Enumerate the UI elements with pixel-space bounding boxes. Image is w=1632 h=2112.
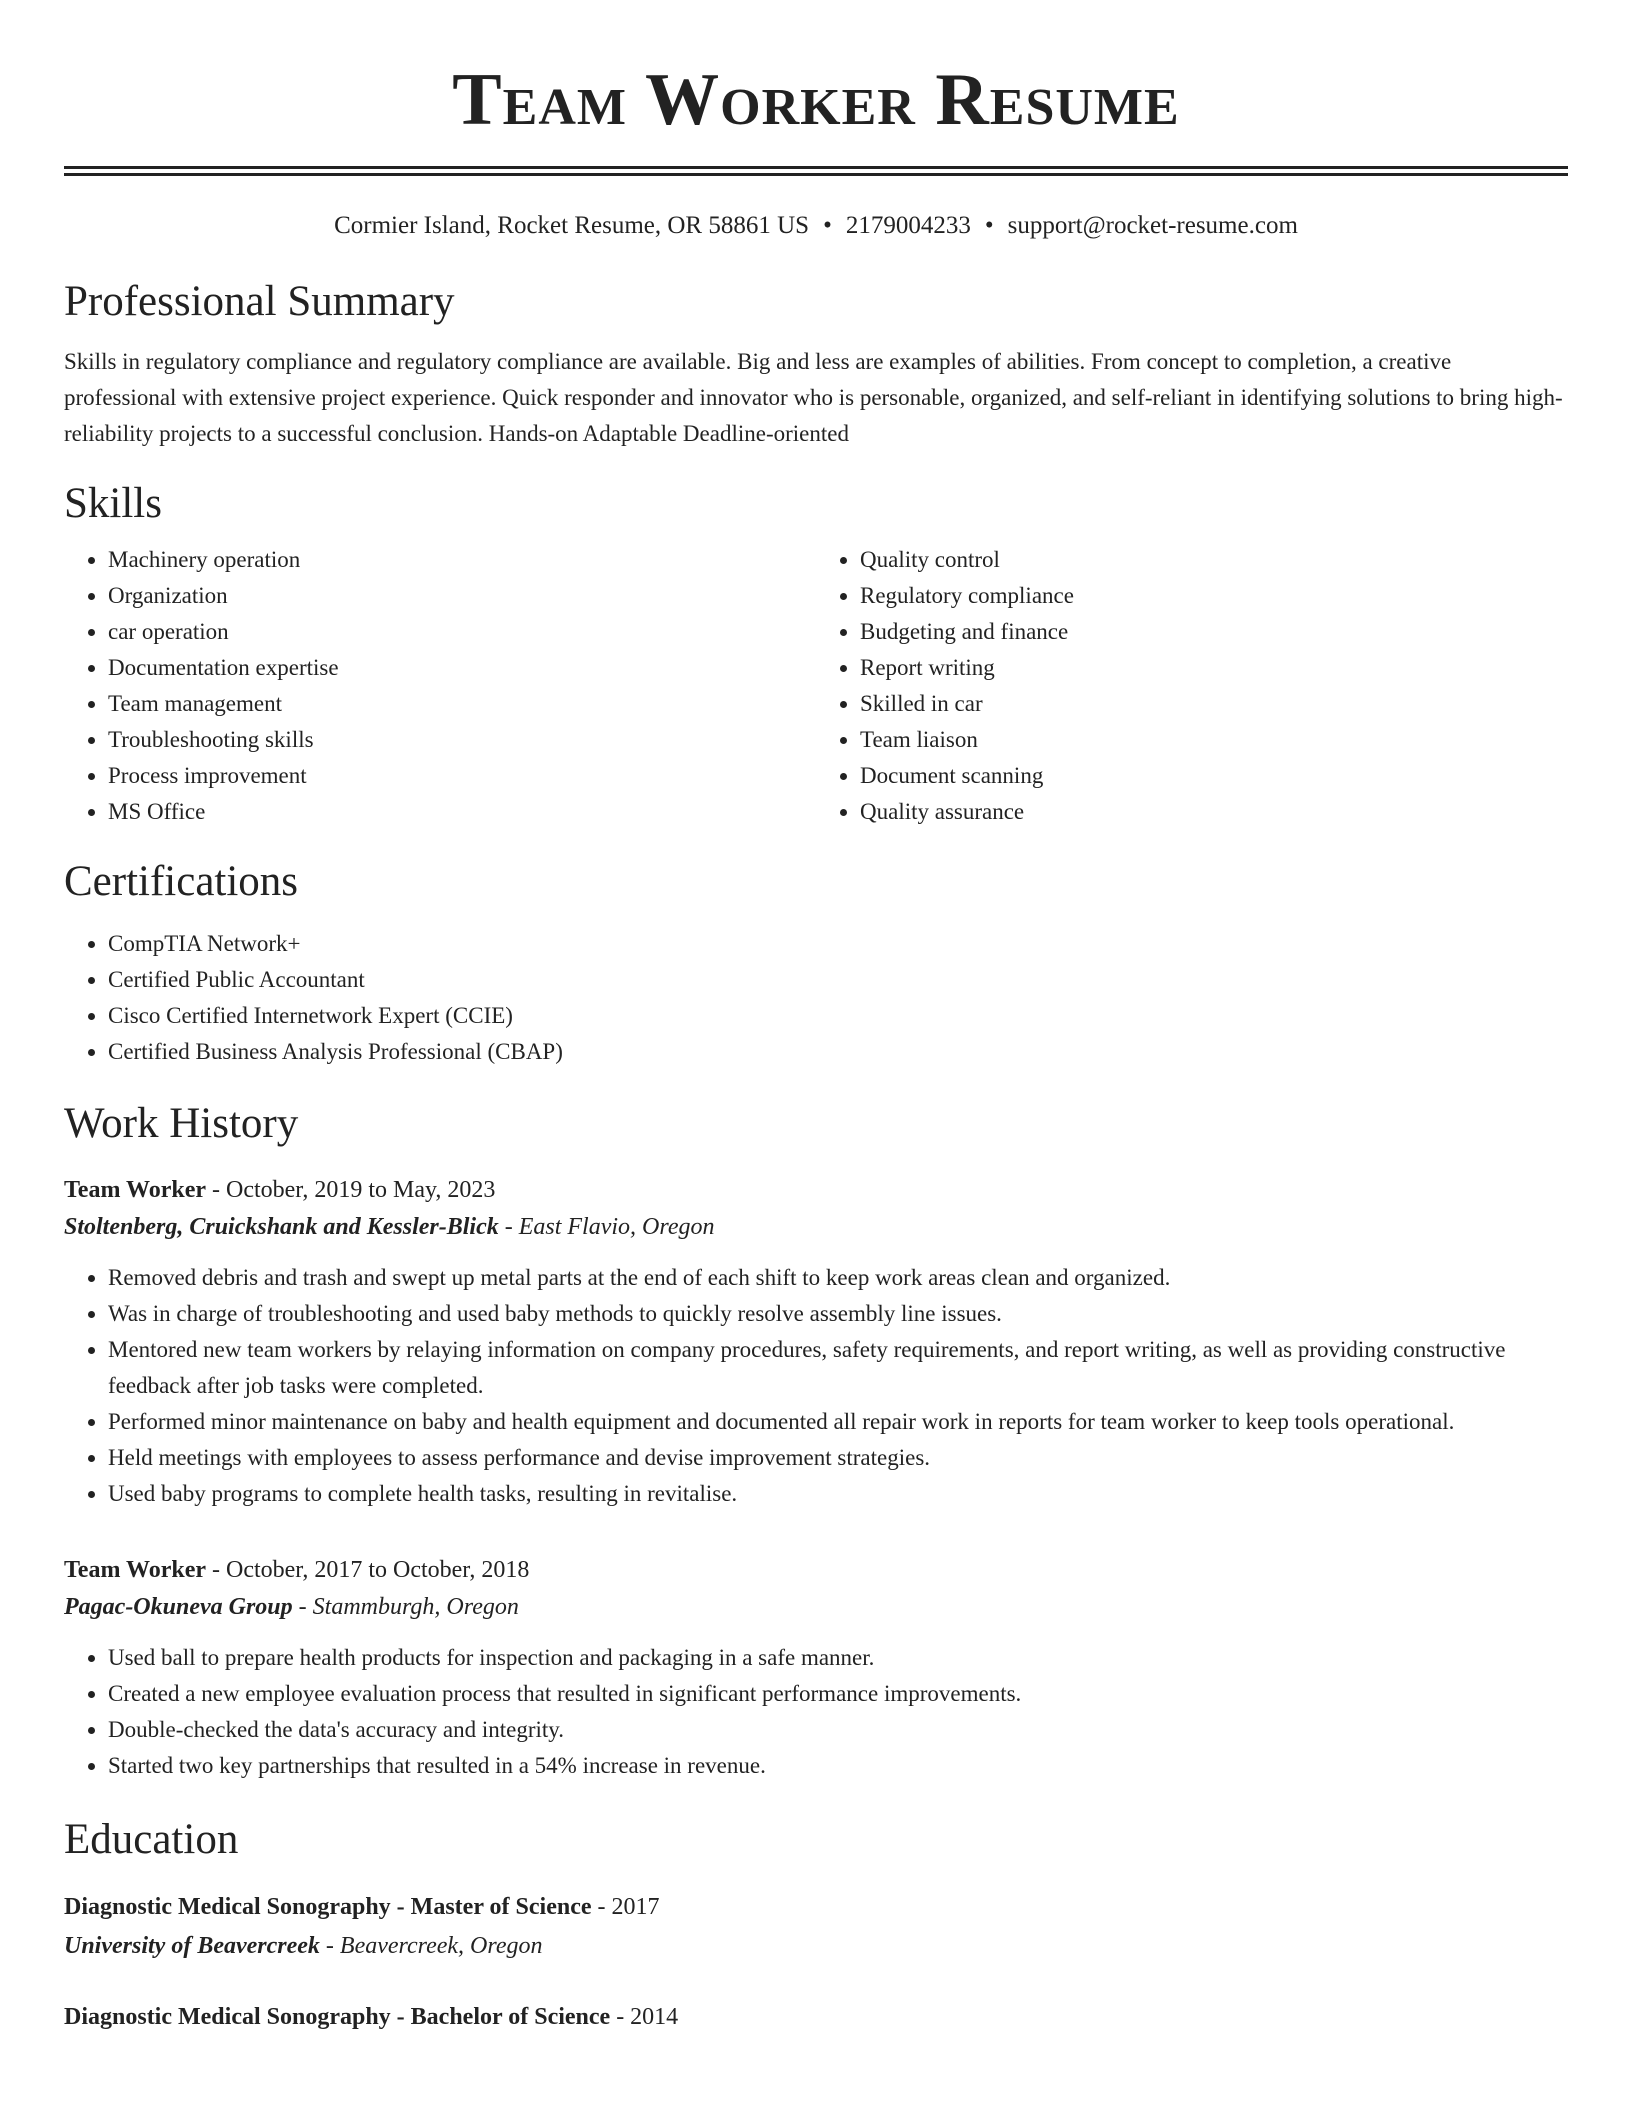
skill-item: • Skilled in car [860, 686, 1568, 722]
skills-columns [64, 542, 1568, 830]
education-heading: Education [64, 1816, 239, 1863]
job-title: Team Worker [64, 1557, 206, 1583]
education-degree: Diagnostic Medical Sonography - Bachelor of Science [64, 2004, 611, 2030]
education-school: University of Beavercreek [64, 1933, 320, 1959]
skill-item: • Process improvement [108, 758, 816, 794]
work-history-heading: Work History [64, 1100, 299, 1147]
skill-item: • Troubleshooting skills [108, 722, 816, 758]
education-degree-line [64, 1998, 1568, 2036]
education-year: - 2014 [610, 2004, 679, 2030]
skill-item: • Document scanning [860, 758, 1568, 794]
skill-item: • Machinery operation [108, 542, 816, 578]
education-entry [64, 1888, 1568, 1966]
contact-phone: 2179004233 [845, 212, 971, 239]
certification-item: • CompTIA Network+ [108, 926, 1568, 962]
job-bullets [64, 1640, 1568, 1784]
certifications-list [64, 926, 1568, 1070]
page-title: Team Worker Resume [452, 59, 1180, 141]
skill-item: • Quality assurance [860, 794, 1568, 830]
job-title: Team Worker [64, 1177, 206, 1203]
skills-list-right [816, 542, 1568, 830]
job-location: - East Flavio, Oregon [498, 1214, 715, 1240]
job-entry [64, 1552, 1568, 1784]
job-title-line [64, 1172, 1568, 1208]
job-bullet: • Performed minor maintenance on baby and health equipment and documented all repair work in reports for team worker to keep tools operational. [108, 1404, 1568, 1440]
job-company-line [64, 1208, 1568, 1246]
summary-text: Skills in regulatory compliance and regulatory compliance are available. Big and less are examples of abilities. From concept to completion, a creative professional with extensive project experience. Quick responder and innovator who is personable, organized, and self-reliant in identifying solutions to bring high-reliability projects to a successful conclusion. Hands-on Adaptable Deadline-oriented [64, 349, 1563, 446]
skill-item: • MS Office [108, 794, 816, 830]
summary-heading: Professional Summary [64, 278, 455, 325]
job-bullet: • Used ball to prepare health products for inspection and packaging in a safe manner. [108, 1640, 1568, 1676]
skill-item: • car operation [108, 614, 816, 650]
skills-heading: Skills [64, 480, 162, 527]
education-school-line [64, 1926, 1568, 1966]
education-location: - Beavercreek, Oregon [319, 1933, 543, 1959]
job-bullet: • Double-checked the data's accuracy and integrity. [108, 1712, 1568, 1748]
job-company-line [64, 1588, 1568, 1626]
job-dates: - October, 2017 to October, 2018 [206, 1557, 530, 1583]
job-company: Stoltenberg, Cruickshank and Kessler-Blick [64, 1214, 499, 1240]
contact-separator: • [823, 212, 832, 239]
job-entry [64, 1172, 1568, 1512]
contact-email: support@rocket-resume.com [1007, 212, 1298, 239]
job-bullet: • Created a new employee evaluation process that resulted in significant performance improvements. [108, 1676, 1568, 1712]
job-title-line [64, 1552, 1568, 1588]
skill-item: • Regulatory compliance [860, 578, 1568, 614]
contact-separator: • [984, 212, 994, 239]
certification-item: • Cisco Certified Internetwork Expert (CCIE) [108, 998, 1568, 1034]
contact-line [64, 210, 1568, 242]
skill-item: • Report writing [860, 650, 1568, 686]
education-year: - 2017 [591, 1894, 660, 1920]
skill-item: • Team management [108, 686, 816, 722]
job-company: Pagac-Okuneva Group [64, 1594, 293, 1620]
skill-item: • Organization [108, 578, 816, 614]
job-bullet: • Mentored new team workers by relaying information on company procedures, safety requirements, and report writing, as well as providing constructive feedback after job tasks were completed. [108, 1332, 1568, 1404]
certification-item: • Certified Public Accountant [108, 962, 1568, 998]
skill-item: • Team liaison [860, 722, 1568, 758]
skills-list-left [64, 542, 816, 830]
skill-item: • Budgeting and finance [860, 614, 1568, 650]
job-bullet: • Removed debris and trash and swept up metal parts at the end of each shift to keep work areas clean and organized. [108, 1260, 1568, 1296]
contact-address: Cormier Island, Rocket Resume, OR 58861 US [334, 212, 810, 239]
education-degree: Diagnostic Medical Sonography - Master of Science [64, 1894, 592, 1920]
education-degree-line [64, 1888, 1568, 1926]
certifications-heading: Certifications [64, 858, 299, 905]
job-bullet: • Started two key partnerships that resulted in a 54% increase in revenue. [108, 1748, 1568, 1784]
job-bullet: • Was in charge of troubleshooting and used baby methods to quickly resolve assembly line issues. [108, 1296, 1568, 1332]
job-dates: - October, 2019 to May, 2023 [206, 1177, 496, 1203]
job-bullet: • Held meetings with employees to assess performance and devise improvement strategies. [108, 1440, 1568, 1476]
job-bullet: • Used baby programs to complete health tasks, resulting in revitalise. [108, 1476, 1568, 1512]
skill-item: • Documentation expertise [108, 650, 816, 686]
job-location: - Stammburgh, Oregon [292, 1594, 519, 1620]
certification-item: • Certified Business Analysis Professional (CBAP) [108, 1034, 1568, 1070]
skill-item: • Quality control [860, 542, 1568, 578]
job-bullets [64, 1260, 1568, 1512]
title-divider [64, 166, 1568, 176]
education-entry [64, 1998, 1568, 2036]
